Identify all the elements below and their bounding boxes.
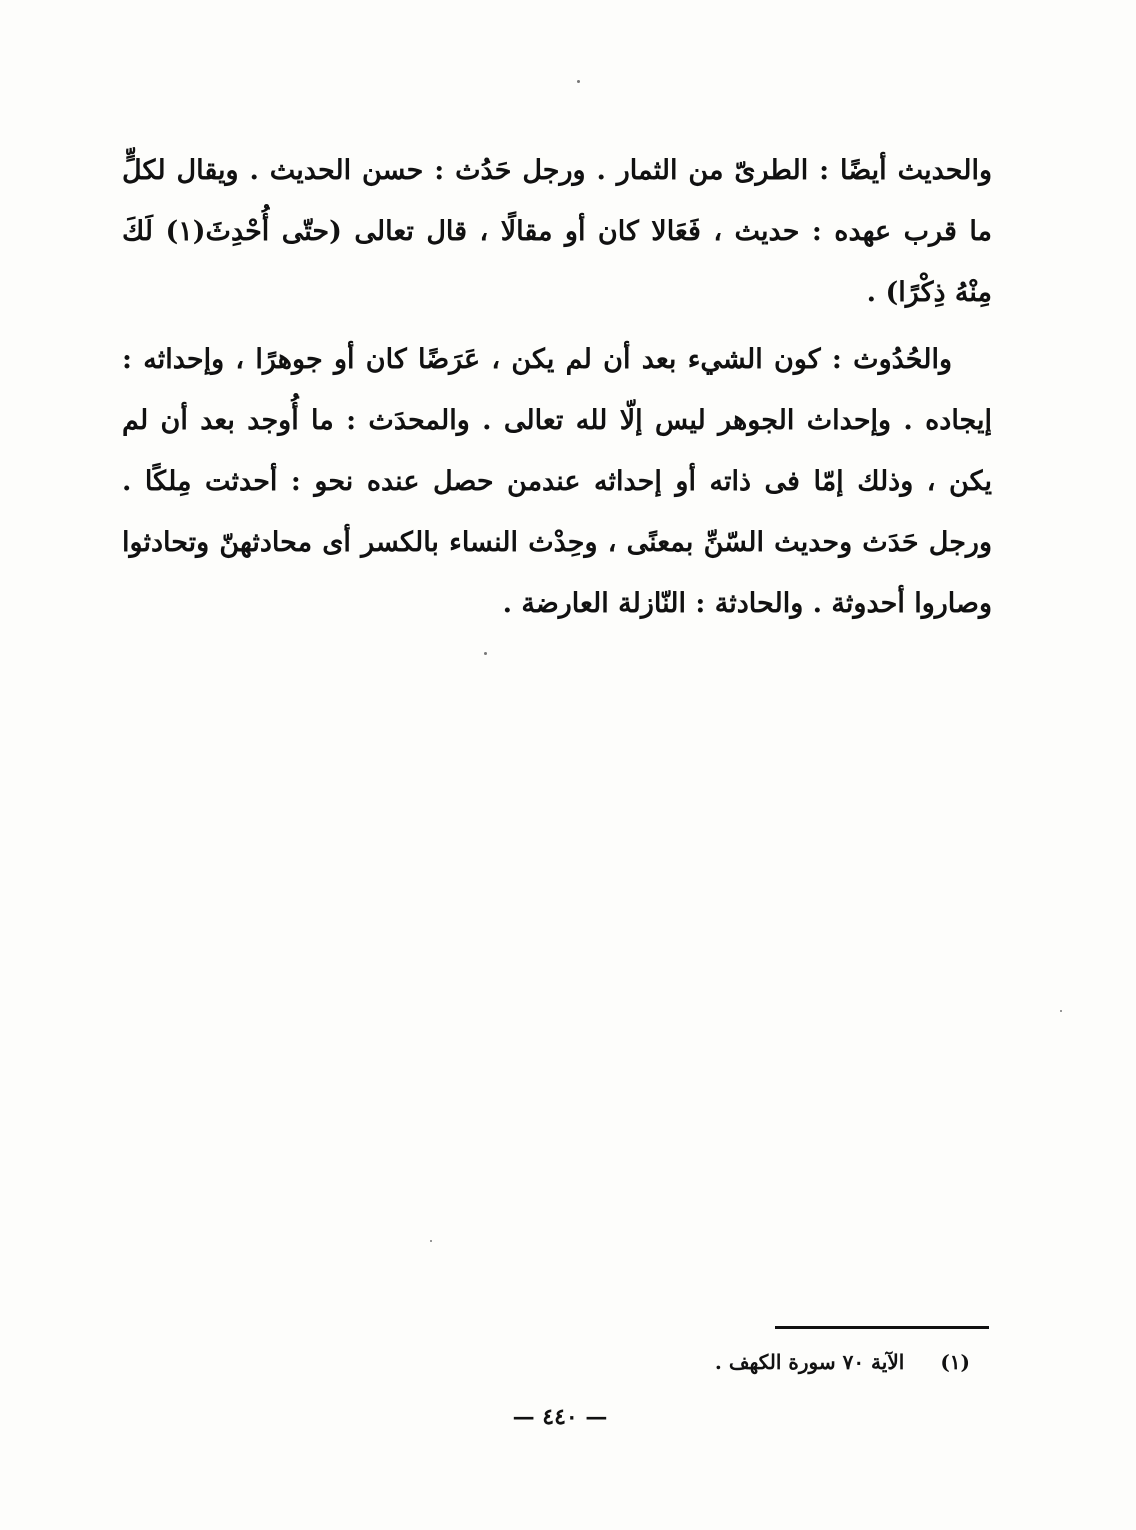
scan-speck [430,1240,432,1242]
scan-speck [484,652,487,655]
footnote [560,1345,970,1379]
footnote-divider [775,1326,989,1329]
main-text [122,140,992,640]
scan-speck [577,80,580,83]
page-number: — ٤٤٠ — [512,1404,608,1430]
footnote-text: الآية ٧٠ سورة الكهف . [714,1350,905,1374]
paragraph-1: والحديث أيضًا : الطرىّ من الثمار . ورجل حَدُث : حسن الحديث . ويقال لكلٍّ ما قرب عهده : حديث ، فَعَالا كان أو مقالًا ، قال تعالى (حتّى أُحْدِثَ(١) لَكَ مِنْهُ ذِكْرًا) . [122,155,993,308]
footnote-marker: (١) [940,1350,970,1374]
paragraph-2: والحُدُوث : كون الشيء بعد أن لم يكن ، عَرَضًا كان أو جوهرًا ، وإحداثه : إيجاده . وإحداث الجوهر ليس إلّا لله تعالى . والمحدَث : ما أُوجد بعد أن لم يكن ، وذلك إمّا فى ذاته أو إحداثه عندمن حصل عنده نحو : أحدثت مِلكًا . ورجل حَدَث وحديث السّنِّ بمعنًى ، وحِدْث النساء بالكسر أى محادثهنّ وتحادثوا وصاروا أحدوثة . والحادثة : النّازلة العارضة . [122,344,992,619]
scan-speck [1060,1010,1062,1012]
